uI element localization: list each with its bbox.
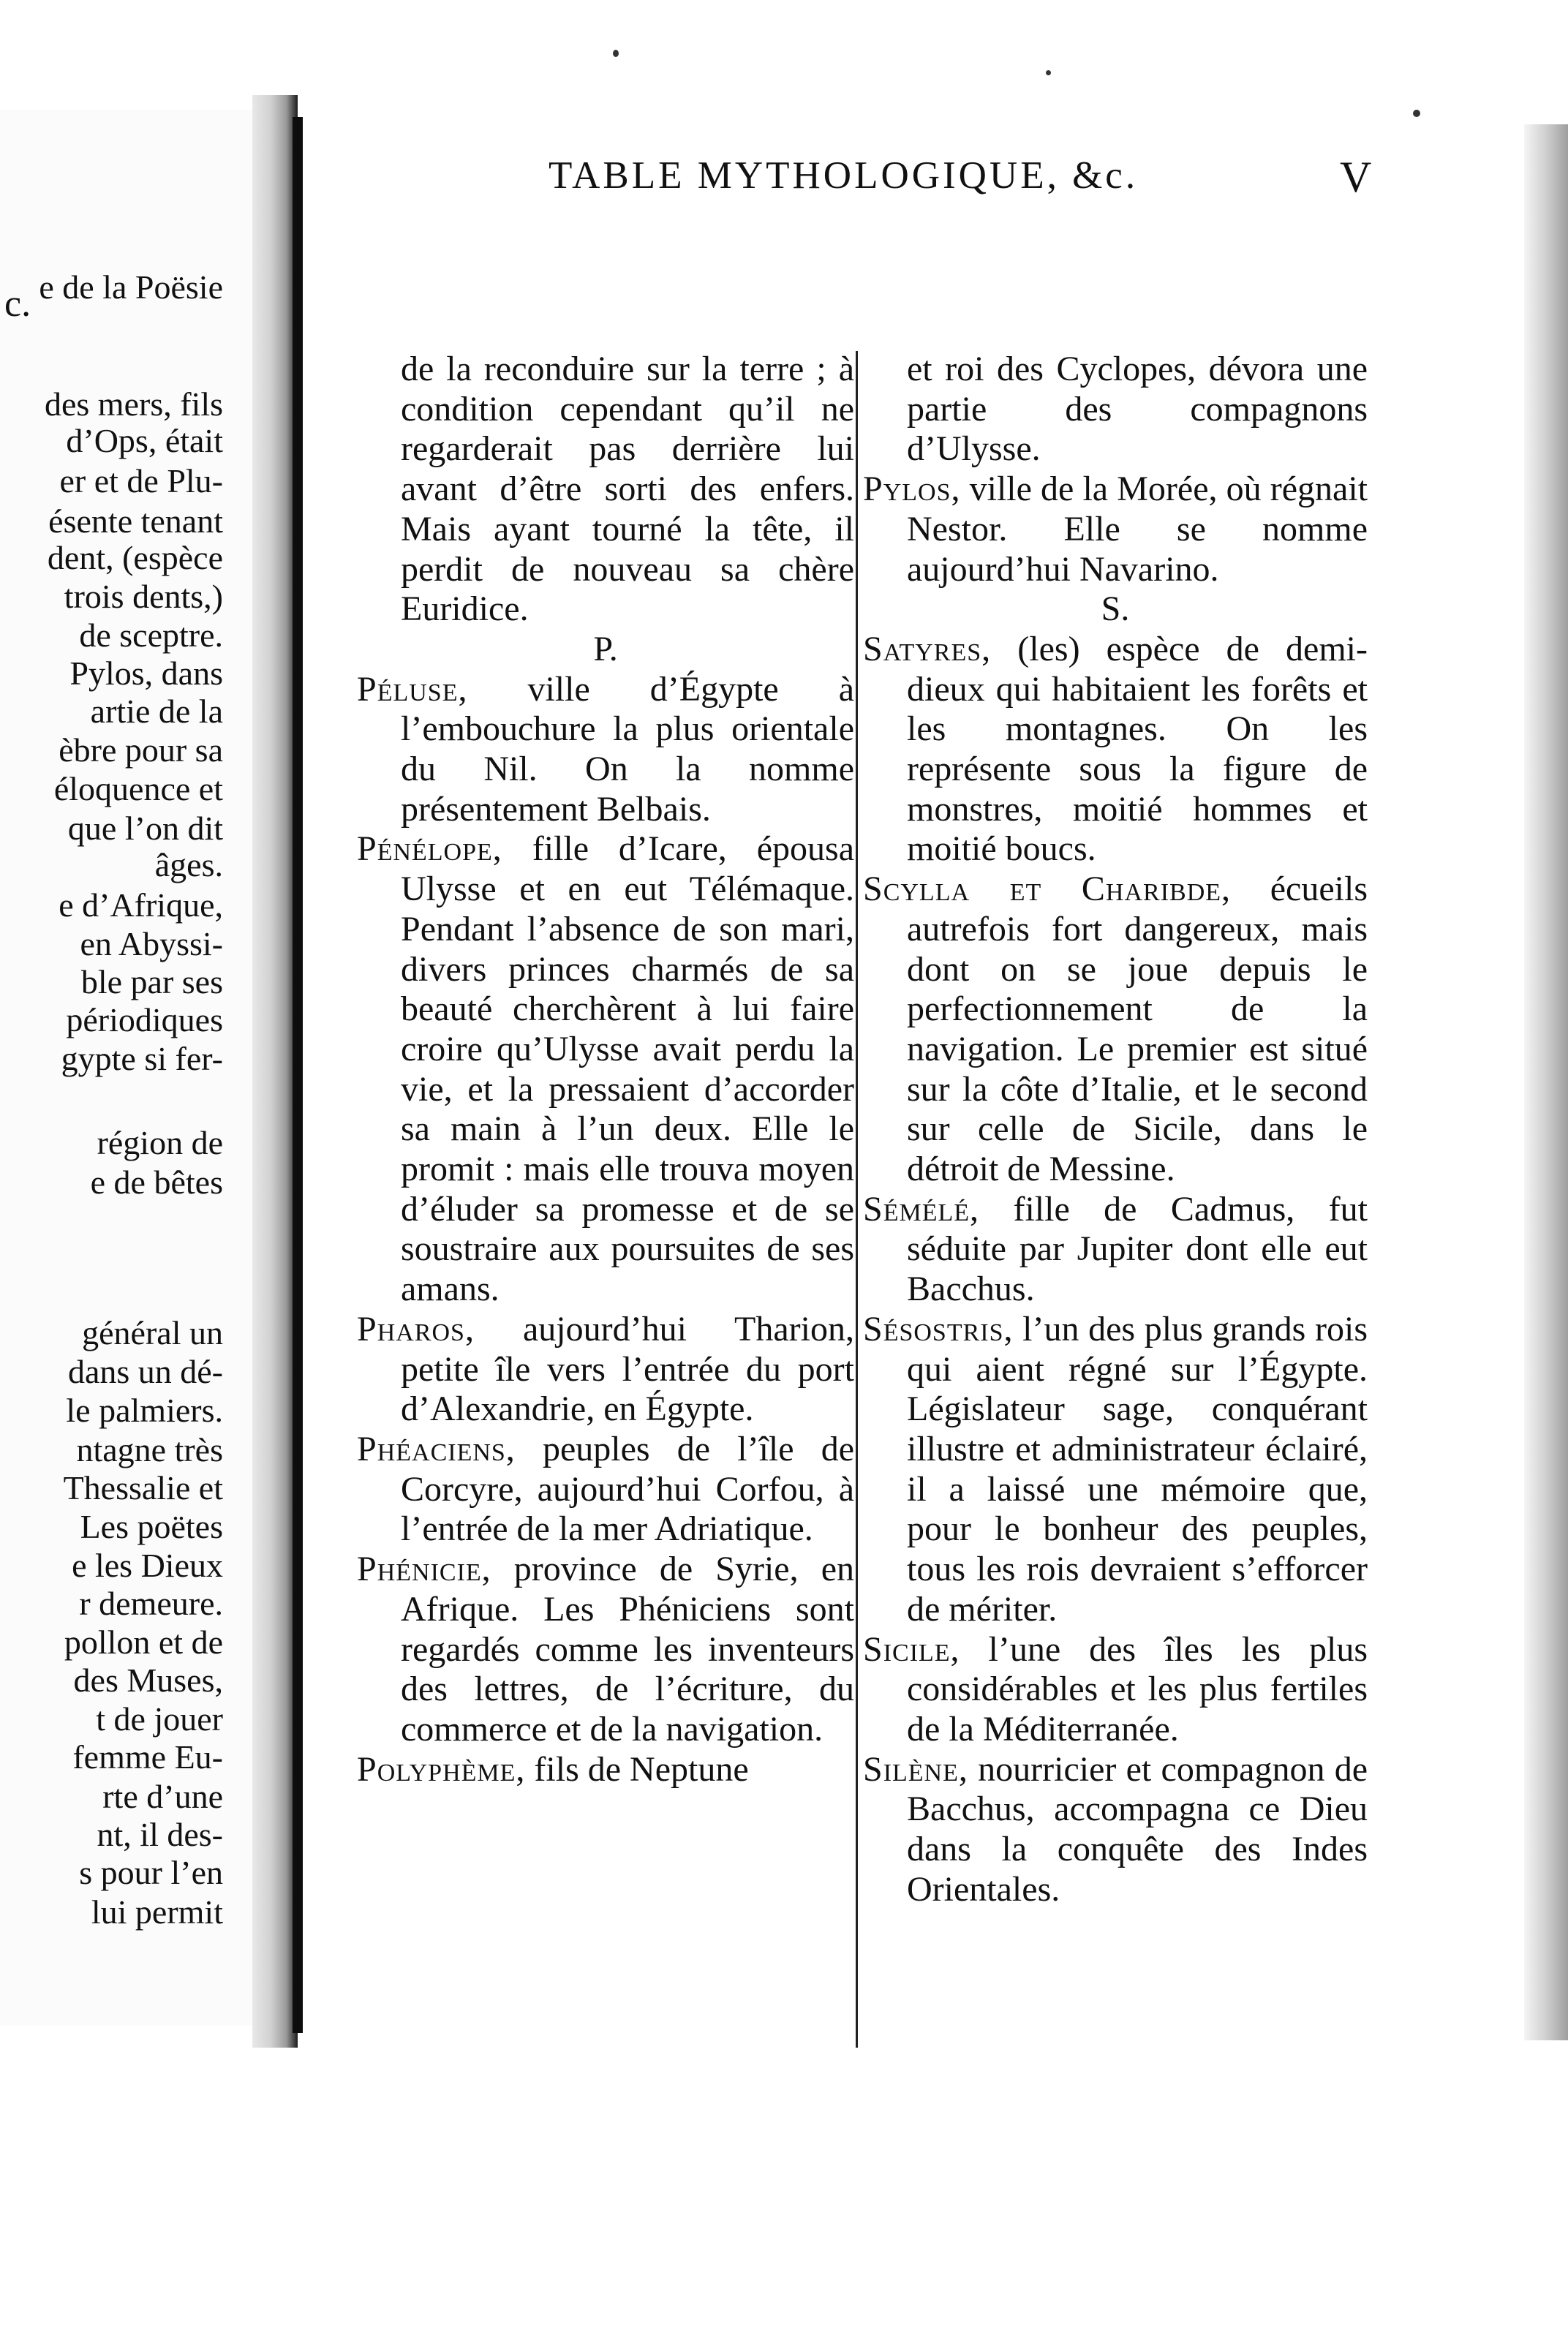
entry-headword: Sésostris, — [863, 1309, 1014, 1349]
facing-page-line: t de jouer — [96, 1700, 223, 1738]
entry — [863, 1750, 1368, 1910]
facing-page-line: èbre pour sa — [59, 731, 223, 769]
entry-headword: Polyphème, — [357, 1749, 526, 1789]
entry-text: fils de Neptune — [534, 1749, 749, 1789]
entry-text: fille de Cadmus, fut séduite par Jupiter dont elle eut Bacchus. — [907, 1189, 1368, 1309]
facing-page-line: dans un dé- — [67, 1353, 223, 1390]
facing-page-line: des Muses, — [73, 1662, 223, 1699]
entry — [357, 1550, 854, 1750]
entry-headword: Satyres, — [863, 629, 992, 668]
entry — [863, 1310, 1368, 1630]
facing-page-line: e d’Afrique, — [59, 886, 223, 924]
entry-text: l’une des îles les plus considérables et les plus fertiles de la Méditerranée. — [907, 1629, 1368, 1749]
facing-page-line: ntagne très — [76, 1431, 223, 1468]
facing-page-line: e de la Poësie — [39, 268, 223, 306]
entry — [357, 829, 854, 1309]
scan-speck — [613, 50, 619, 57]
entry-text: écueils autrefois fort dangereux, mais dont on se joue depuis le perfectionnement de la navigation. Le premier est situé sur la côte d’Italie, et le second sur celle de Sicile, dans le détroit de Messine. — [907, 870, 1368, 1189]
page-header: TABLE MYTHOLOGIQUE, &c. — [549, 154, 1139, 197]
facing-page-line: artie de la — [90, 693, 223, 730]
section-heading-p: P. — [593, 629, 618, 668]
entry-headword: Pylos, — [863, 469, 961, 509]
entry-text: ville de la Morée, où régnait Nestor. Elle se nomme aujourd’hui Navarino. — [907, 469, 1368, 589]
facing-page-line: périodiques — [66, 1001, 223, 1038]
facing-page-line: e de bêtes — [90, 1163, 223, 1201]
entry-headword: Sicile, — [863, 1629, 960, 1669]
entry-list — [357, 670, 854, 1790]
entry — [863, 1630, 1368, 1750]
scan-speck — [1046, 70, 1051, 75]
entry-text: aujourd’hui Tharion, petite île vers l’entrée du port d’Alexandrie, en Égypte. — [401, 1309, 854, 1429]
facing-page-line: le palmiers. — [66, 1392, 223, 1429]
continued-text: de la reconduire sur la terre ; à condition cependant qu’il ne regarderait pas derrière lui avant d’être sorti des enfers. Mais ayant tourné la tête, il perdit de nouveau sa chère Euridice. — [401, 350, 854, 629]
facing-page-line: que l’on dit — [67, 810, 223, 847]
entry-text: peuples de l’île de Corcyre, aujourd’hui Corfou, à l’entrée de la mer Adriatique. — [401, 1429, 855, 1549]
facing-page-header: c. — [4, 283, 31, 325]
facing-page-line: en Abyssi- — [80, 925, 223, 962]
entry-text: province de Syrie, en Afrique. Les Phéniciens sont regardés comme les inventeurs des lettres, de l’écriture, du commerce et de la navigation. — [401, 1550, 855, 1749]
facing-page-line: Les poëtes — [80, 1508, 223, 1545]
facing-page-line: ble par ses — [80, 963, 223, 1000]
facing-page-line: éloquence et — [53, 770, 223, 807]
entry-text: ville d’Égypte à l’embouchure la plus orientale du Nil. On la nomme présentement Belbais. — [401, 669, 855, 829]
facing-page-line: femme Eu- — [72, 1738, 223, 1776]
facing-page-line: trois dents,) — [64, 578, 223, 615]
facing-page-line: gypte si fer- — [61, 1040, 223, 1077]
facing-page-line: région de — [97, 1124, 223, 1161]
entry-headword: Scylla et Charibde, — [863, 870, 1232, 909]
entry — [863, 630, 1368, 870]
facing-page-line: e les Dieux — [72, 1547, 223, 1584]
entry — [863, 1190, 1368, 1310]
facing-page-line: âges. — [154, 846, 223, 883]
facing-page-line: Thessalie et — [63, 1469, 223, 1506]
facing-page-line: dent, (espèce — [47, 539, 223, 576]
facing-page-line: lui permit — [91, 1893, 223, 1931]
facing-page-line: nt, il des- — [97, 1816, 223, 1853]
facing-page-line: d’Ops, était — [66, 422, 223, 459]
entry-text: fille d’Icare, épousa Ulysse et en eut Télémaque. Pendant l’absence de son mari, divers princes charmés de sa beauté cherchèrent à lui faire croire qu’Ulysse avait perdu la vie, et la pressaient d’accorder sa main à l’un deux. Elle le promit : mais elle trouva moyen d’éluder sa promesse et de se soustraire aux poursuites de ses amans. — [401, 829, 855, 1309]
entry — [357, 1310, 854, 1430]
entry-headword: Pénélope, — [357, 829, 502, 869]
entry-headword: Phénicie, — [357, 1550, 491, 1589]
entry-text: l’un des plus grands rois qui aient régné sur l’Égypte. Législateur sage, conquérant illustre et administrateur éclairé, il a laissé une mémoire que, pour le bonheur des peuples, tous les rois devraient s’efforcer de mériter. — [907, 1309, 1368, 1629]
facing-page-line: des mers, fils — [44, 385, 223, 423]
section-heading-s: S. — [1101, 589, 1130, 629]
facing-page-line: r demeure. — [79, 1585, 223, 1622]
entry-text: (les) espèce de demi-dieux qui habitaient les forêts et les montagnes. On les représente sous la figure de monstres, moitié hommes et moitié boucs. — [907, 629, 1368, 869]
entry-list — [863, 630, 1368, 1910]
entry-headword: Péluse, — [357, 669, 468, 709]
column-divider — [856, 351, 858, 2048]
facing-page-line: Pylos, dans — [69, 655, 223, 692]
entry — [863, 870, 1368, 1190]
entry-headword: Silène, — [863, 1749, 968, 1789]
facing-page-line: pollon et de — [64, 1623, 223, 1661]
entry-headword: Phéaciens, — [357, 1429, 516, 1468]
entry — [863, 469, 1368, 589]
facing-page-line: s pour l’en — [79, 1854, 223, 1891]
facing-page-line: er et de Plu- — [59, 462, 223, 499]
facing-page-line: ésente tenant — [48, 502, 223, 540]
scan-speck — [1413, 110, 1420, 117]
page-number: V — [1340, 153, 1372, 201]
left-column — [357, 350, 854, 1789]
entry-text: nourricier et compagnon de Bacchus, accompagna ce Dieu dans la conquête des Indes Orientales. — [907, 1749, 1368, 1909]
entry — [357, 1430, 854, 1550]
entry-headword: Pharos, — [357, 1309, 475, 1349]
continued-text: et roi des Cyclopes, dévora une partie des compagnons d’Ulysse. — [907, 350, 1368, 469]
page-edge — [1524, 124, 1568, 2040]
book-gutter — [252, 95, 298, 2048]
entry — [357, 670, 854, 830]
facing-page-line: rte d’une — [102, 1778, 223, 1815]
right-column — [863, 350, 1368, 1909]
facing-page-line: de sceptre. — [79, 616, 223, 654]
facing-page-line: général un — [82, 1314, 223, 1351]
gutter-shadow — [293, 117, 303, 2033]
facing-page-fragment — [0, 110, 252, 2026]
entry — [357, 1750, 854, 1790]
entry-headword: Sémélé, — [863, 1189, 980, 1229]
